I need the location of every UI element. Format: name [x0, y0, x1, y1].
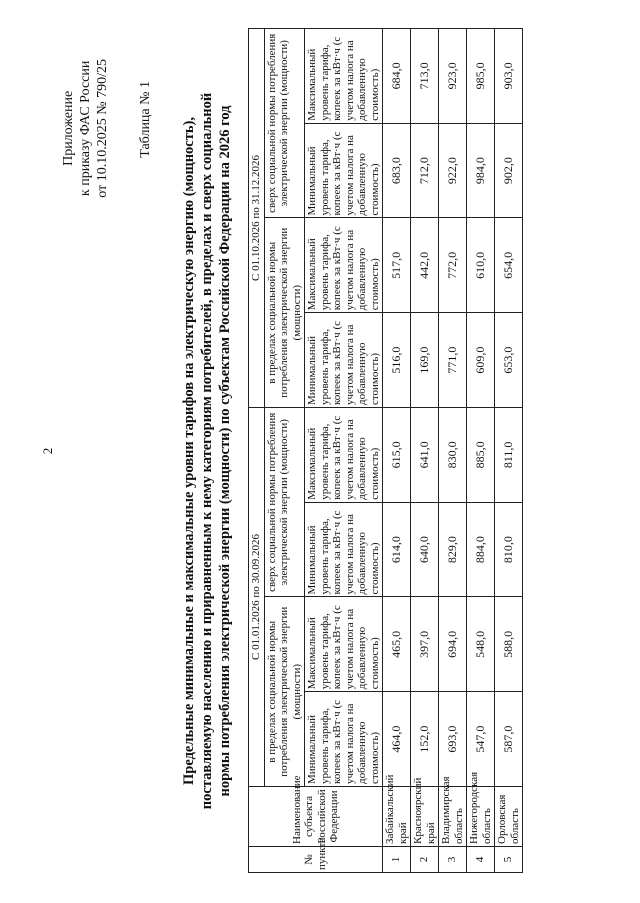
appendix-header — [60, 59, 111, 198]
tariff-value: 516,0 — [383, 313, 411, 408]
tariff-value: 517,0 — [383, 218, 411, 313]
header-period: С 01.10.2026 по 31.12.2026 — [249, 29, 265, 408]
tariff-value: 884,0 — [467, 502, 495, 597]
tariff-value: 609,0 — [467, 313, 495, 408]
tariff-value: 654,0 — [495, 218, 523, 313]
document-title — [180, 41, 234, 861]
header-row — [264, 29, 305, 873]
appendix-line: от 10.10.2025 № 790/25 — [95, 59, 110, 198]
tariff-value: 683,0 — [383, 123, 411, 218]
title-line: Предельные минимальные и максимальные уровни тарифов на электрическую энергию (мощность), — [181, 117, 197, 785]
tariff-value: 614,0 — [383, 502, 411, 597]
row-number: 3 — [439, 847, 467, 873]
table-row — [467, 29, 495, 873]
tariff-value: 902,0 — [495, 123, 523, 218]
tariff-value: 885,0 — [467, 408, 495, 503]
table-row — [383, 29, 411, 873]
tariff-value: 903,0 — [495, 29, 523, 124]
tariff-value: 772,0 — [439, 218, 467, 313]
table-row — [439, 29, 467, 873]
tariff-value: 465,0 — [383, 597, 411, 692]
tariff-value: 830,0 — [439, 408, 467, 503]
tariff-value: 985,0 — [467, 29, 495, 124]
header-period: С 01.01.2026 по 30.09.2026 — [249, 408, 265, 787]
header-min-level: Минимальный уровень тарифа, копеек за кВт·ч (с учетом налога на добавленную стоимость) — [305, 123, 383, 218]
tariff-value: 587,0 — [495, 692, 523, 787]
row-number: 5 — [495, 847, 523, 873]
region-name: Нижегородская область — [467, 787, 495, 847]
header-norm-above: сверх социальной нормы потребления электрической энергии (мощности) — [264, 408, 305, 598]
tariff-value: 811,0 — [495, 408, 523, 503]
header-norm-above: сверх социальной нормы потребления электрической энергии (мощности) — [264, 29, 305, 219]
table-row — [411, 29, 439, 873]
tariff-value: 653,0 — [495, 313, 523, 408]
tariff-value: 713,0 — [411, 29, 439, 124]
appendix-line: к приказу ФАС России — [78, 60, 93, 197]
tariff-value: 588,0 — [495, 597, 523, 692]
table-body — [383, 29, 523, 873]
page-number: 2 — [40, 447, 55, 455]
row-number: 2 — [411, 847, 439, 873]
tariff-value: 684,0 — [383, 29, 411, 124]
row-number: 1 — [383, 847, 411, 873]
tariff-value: 152,0 — [411, 692, 439, 787]
tariff-value: 810,0 — [495, 502, 523, 597]
region-name: Красноярский край — [411, 787, 439, 847]
header-row — [305, 29, 383, 873]
tariff-value: 169,0 — [411, 313, 439, 408]
tariff-table — [248, 28, 523, 873]
tariff-value: 640,0 — [411, 502, 439, 597]
table-label: Таблица № 1 — [138, 81, 153, 158]
tariff-value: 694,0 — [439, 597, 467, 692]
tariff-value: 610,0 — [467, 218, 495, 313]
tariff-value: 984,0 — [467, 123, 495, 218]
tariff-value: 464,0 — [383, 692, 411, 787]
tariff-value: 712,0 — [411, 123, 439, 218]
tariff-value: 923,0 — [439, 29, 467, 124]
tariff-value: 548,0 — [467, 597, 495, 692]
tariff-value: 615,0 — [383, 408, 411, 503]
header-max-level: Максимальный уровень тарифа, копеек за кВт·ч (с учетом налога на добавленную стоимость) — [305, 29, 383, 124]
tariff-value: 771,0 — [439, 313, 467, 408]
tariff-value: 641,0 — [411, 408, 439, 503]
region-name: Орловская область — [495, 787, 523, 847]
tariff-value: 442,0 — [411, 218, 439, 313]
header-norm-within: в пределах социальной нормы потребления электрической энергии (мощности) — [264, 597, 305, 787]
tariff-value: 829,0 — [439, 502, 467, 597]
tariff-value: 922,0 — [439, 123, 467, 218]
header-norm-within: в пределах социальной нормы потребления электрической энергии (мощности) — [264, 218, 305, 408]
title-line: нормы потребления электрической энергии (мощности) по субъектам Российской Федерации на 2026 год — [217, 105, 233, 797]
header-max-level: Максимальный уровень тарифа, копеек за кВт·ч (с учетом налога на добавленную стоимость) — [305, 408, 383, 503]
header-max-level: Максимальный уровень тарифа, копеек за кВт·ч (с учетом налога на добавленную стоимость) — [305, 597, 383, 692]
table-row — [495, 29, 523, 873]
header-max-level: Максимальный уровень тарифа, копеек за кВт·ч (с учетом налога на добавленную стоимость) — [305, 218, 383, 313]
region-name: Забайкальский край — [383, 787, 411, 847]
tariff-value: 547,0 — [467, 692, 495, 787]
title-line: поставляемую населению и приравненным к нему категориям потребителей, в пределах и сверх социальной — [199, 92, 215, 810]
header-region: Наименование субъекта Российской Федерации — [249, 787, 383, 847]
tariff-value: 693,0 — [439, 692, 467, 787]
header-num: № пункта — [249, 847, 383, 873]
appendix-line: Приложение — [61, 90, 76, 166]
tariff-value: 397,0 — [411, 597, 439, 692]
header-min-level: Минимальный уровень тарифа, копеек за кВт·ч (с учетом налога на добавленную стоимость) — [305, 692, 383, 787]
document-page — [20, 11, 620, 891]
row-number: 4 — [467, 847, 495, 873]
header-min-level: Минимальный уровень тарифа, копеек за кВт·ч (с учетом налога на добавленную стоимость) — [305, 502, 383, 597]
region-name: Владимирская область — [439, 787, 467, 847]
header-min-level: Минимальный уровень тарифа, копеек за кВт·ч (с учетом налога на добавленную стоимость) — [305, 313, 383, 408]
header-row — [249, 29, 265, 873]
